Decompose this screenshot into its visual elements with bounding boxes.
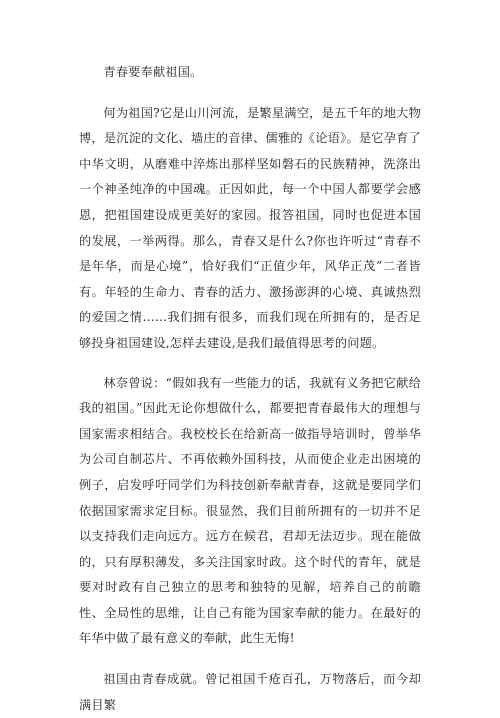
paragraph-linnaeus: 林奈曾说：“假如我有一些能力的话，我就有义务把它献给我的祖国。”因此无论你想做什么，都要把青春最伟大的理想与国家需求相结合。我校校长在给新高一做指导培训时，曾举华为公司自制芯片、不再依赖外国科技，从而使企业走出困境的例子，启发呼吁同学们为科技创新奉献青春，这就是要同学们依据国家需求定目标。很显然，我们目前所拥有的一切并不足以支持我们走向远方。远方在候君，君却无法迈步。现在能做的，只有厚积薄发，多关注国家时政。这个时代的青年，就是要对时政有自己独立的思考和独特的见解，培养自己的前瞻性、全局性的思维，让自己有能为国家奉献的能力。在最好的年华中做了最有意义的奉献，此生无悔! (79, 375, 421, 646)
document-body (79, 60, 421, 718)
document-title: 青春要奉献祖国。 (103, 65, 203, 79)
paragraph-motherland: 何为祖国?它是山川河流，是繁星满空，是五千年的地大物博，是沉淀的文化、墙庄的音律、儒雅的《论语》。是它孕育了中华文明，从磨难中淬炼出那样坚如磐石的民族精神，洗涤出一个神圣纯净的中国魂。正因如此，每一个中国人都要学会感恩，把祖国建设成更美好的家园。报答祖国，同时也促进本国的发展，一举两得。那么，青春又是什么?你也许听过“青春不是年华，而是心境”，恰好我们“正值少年，风华正茂”二者皆有。年轻的生命力、青春的活力、激扬澎湃的心境、真诚热烈的爱国之情……我们拥有很多，而我们现在所拥有的，是否足够投身祖国建设,怎样去建设,是我们最值得思考的问题。 (79, 105, 421, 350)
paragraph-youth-achieves: 祖国由青春成就。曾记祖国千疮百孔，万物落后，而今却满目繁 (79, 672, 421, 712)
